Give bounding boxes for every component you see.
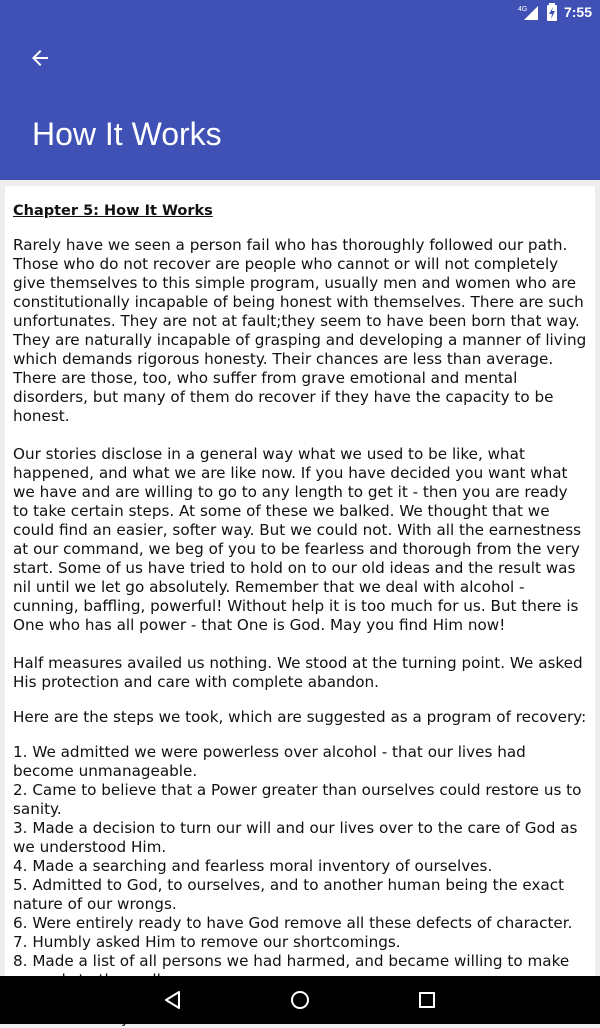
step-item: 1. We admitted we were powerless over alcohol - that our lives had become unmanageable. [13, 743, 526, 780]
signal-icon [518, 4, 540, 20]
status-bar [0, 0, 600, 24]
arrow-back-icon [31, 49, 49, 67]
step-item: 2. Came to believe that a Power greater than ourselves could restore us to sanity. [13, 781, 582, 818]
content-card[interactable] [5, 186, 595, 976]
nav-recents-button[interactable] [407, 980, 447, 1020]
navigation-bar [0, 976, 600, 1024]
back-button[interactable] [20, 40, 60, 76]
step-item: 7. Humbly asked Him to remove our shortcomings. [13, 933, 401, 951]
chapter-heading: Chapter 5: How It Works [13, 203, 213, 219]
network-type-label: 4G [517, 6, 528, 13]
nav-home-button[interactable] [280, 980, 320, 1020]
paragraph-3: Half measures availed us nothing. We stood at the turning point. We asked His protection and care with complete abandon. [13, 654, 583, 691]
step-item: 8. Made a list of all persons we had harmed, and became willing to make [13, 952, 570, 970]
triangle-back-icon [163, 990, 183, 1010]
step-item: 3. Made a decision to turn our will and our lives over to the care of God as we understood Him. [13, 819, 578, 856]
page-title: How It Works [32, 116, 222, 152]
circle-home-icon [290, 990, 310, 1010]
app-bar [0, 24, 600, 180]
clock: 7:55 [563, 4, 592, 20]
square-recents-icon [418, 991, 436, 1009]
paragraph-2: Our stories disclose in a general way what we used to be like, what happened, and what we are like now. If you have decided you want what we have and are willing to go to any length to get it - then you are ready to take certain steps. At some of these we balked. We thought that we could find an easier, softer way. But we could not. With all the earnestness at our command, we beg of you to be fearless and thorough from the very start. Some of us have tried to hold on to our old ideas and the result was nil until we let go absolutely. Remember that we deal with alcohol - cunning, baffling, powerful! Without help it is too much for us. But there is One who has all power - that One is God. May you find Him now! [13, 445, 582, 634]
step-item: 4. Made a searching and fearless moral inventory of ourselves. [13, 857, 493, 875]
steps-intro: Here are the steps we took, which are suggested as a program of recovery: [13, 708, 587, 726]
step-item: 5. Admitted to God, to ourselves, and to another human being the exact nature of our wrongs. [13, 876, 565, 913]
battery-icon [546, 3, 558, 21]
paragraph-1: Rarely have we seen a person fail who has thoroughly followed our path. Those who do not recover are people who cannot or will not completely give themselves to this simple program, usually men and women who are constitutionally incapable of being honest with themselves. There are such unfortunates. They are not at fault;they seem to have been born that way. They are naturally incapable of grasping and developing a manner of living which demands rigorous honesty. Their chances are less than average. There are those, too, who suffer from grave emotional and mental disorders, but many of them do recover if they have the capacity to be honest. [13, 236, 587, 425]
nav-back-button[interactable] [153, 980, 193, 1020]
step-item: 6. Were entirely ready to have God remove all these defects of character. [13, 914, 573, 932]
